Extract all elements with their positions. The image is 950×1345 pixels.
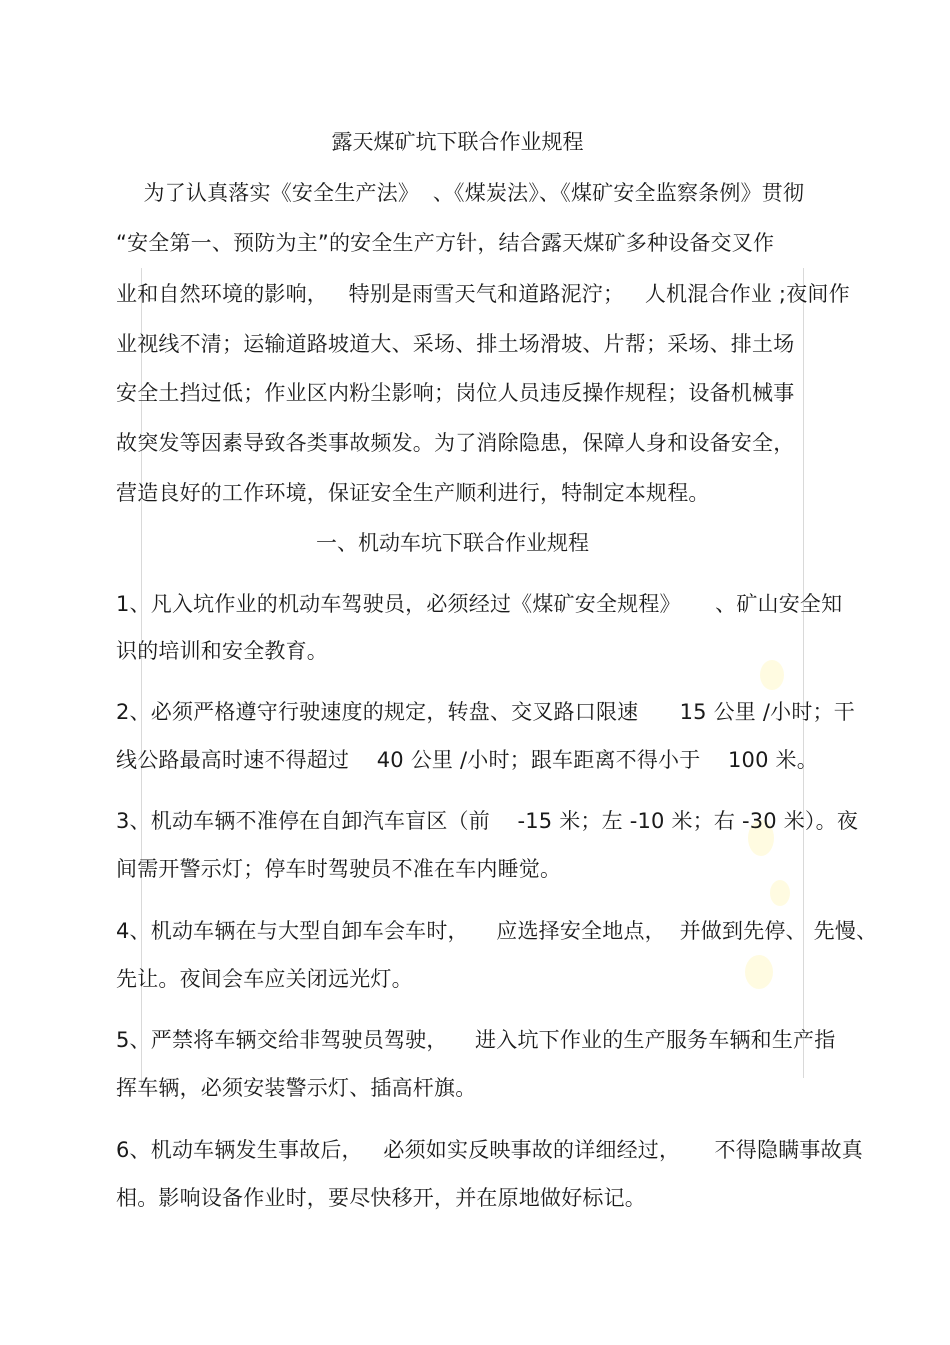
intro-line: 安全土挡过低；作业区内粉尘影响；岗位人员违反操作规程；设备机械事 [116, 381, 795, 405]
rule-item-3-line-2: 间需开警示灯；停车时驾驶员不准在车内睡觉。 [116, 857, 562, 881]
rule-item-2-line-1: 2、必须严格遵守行驶速度的规定，转盘、交叉路口限速 15 公里 /小时；干 [116, 700, 855, 724]
intro-line: 为了认真落实《安全生产法》 、《煤炭法》、《煤矿安全监察条例》贯彻 [116, 181, 805, 205]
rule-item-3-line-1: 3、机动车辆不准停在自卸汽车盲区（前 -15 米；左 -10 米；右 -30 米）。夜 [116, 809, 859, 833]
paper-stain [760, 660, 784, 690]
scan-border-right [803, 268, 804, 1078]
rule-item-4-line-2: 先让。夜间会车应关闭远光灯。 [116, 967, 413, 991]
rule-item-5-line-1: 5、严禁将车辆交给非驾驶员驾驶， 进入坑下作业的生产服务车辆和生产指 [116, 1028, 836, 1052]
rule-item-1-line-1: 1、凡入坑作业的机动车驾驶员，必须经过《煤矿安全规程》 、矿山安全知 [116, 592, 843, 616]
rule-item-2-line-2: 线公路最高时速不得超过 40 公里 /小时；跟车距离不得小于 100 米。 [116, 748, 818, 772]
rule-item-6-line-1: 6、机动车辆发生事故后， 必须如实反映事故的详细经过， 不得隐瞒事故真 [116, 1138, 863, 1162]
rule-item-6-line-2: 相。影响设备作业时，要尽快移开，并在原地做好标记。 [116, 1186, 646, 1210]
intro-line: 营造良好的工作环境，保证安全生产顺利进行，特制定本规程。 [116, 481, 710, 505]
rule-item-5-line-2: 挥车辆，必须安装警示灯、插高杆旗。 [116, 1076, 477, 1100]
rule-item-1-line-2: 识的培训和安全教育。 [116, 639, 328, 663]
intro-line: 业和自然环境的影响， 特别是雨雪天气和道路泥泞； 人机混合作业 ;夜间作 [116, 282, 850, 306]
rule-item-4-line-1: 4、机动车辆在与大型自卸车会车时， 应选择安全地点， 并做到先停、 先慢、 [116, 919, 878, 943]
paper-stain [770, 880, 790, 906]
intro-line: 业视线不清；运输道路坡道大、采场、排土场滑坡、片帮；采场、排土场 [116, 332, 795, 356]
document-title: 露天煤矿坑下联合作业规程 [331, 130, 584, 154]
paper-stain [745, 955, 773, 989]
intro-line: 故突发等因素导致各类事故频发。为了消除隐患，保障人身和设备安全， [116, 431, 795, 455]
intro-line: “安全第一、预防为主”的安全生产方针，结合露天煤矿多种设备交叉作 [116, 231, 775, 255]
section-title: 一、机动车坑下联合作业规程 [316, 531, 589, 555]
